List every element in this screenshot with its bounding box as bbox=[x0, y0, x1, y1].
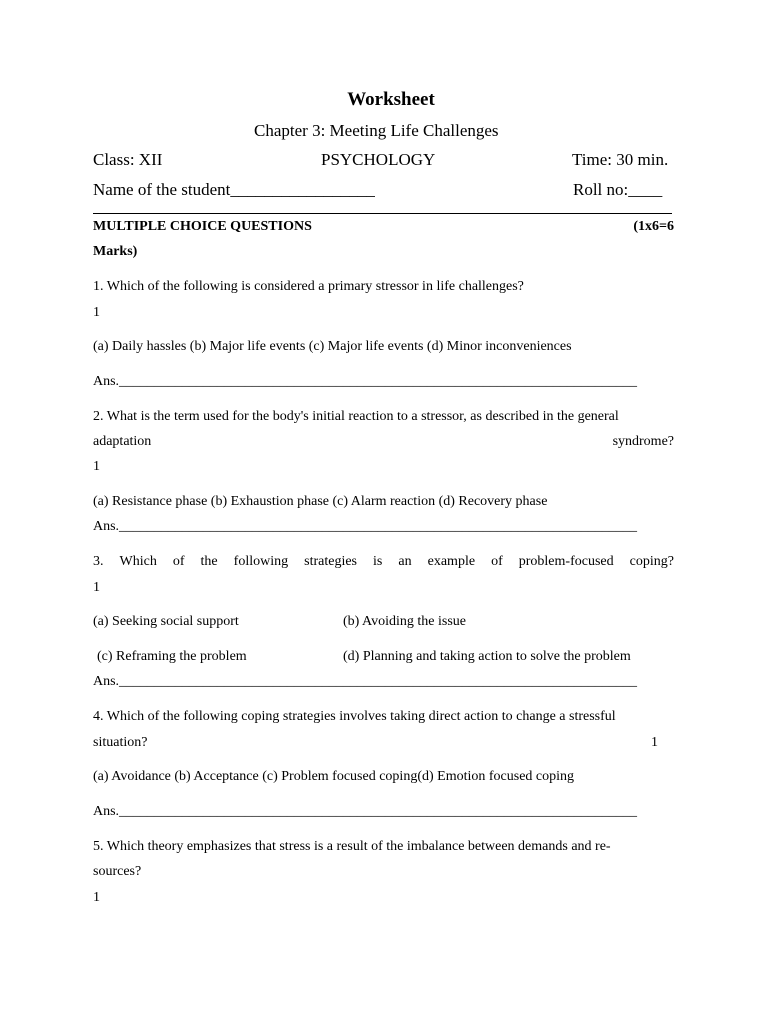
question-4-text-line1: 4. Which of the following coping strategies involves taking direct action to change a stressful bbox=[93, 709, 616, 724]
question-5-text-line2: sources? bbox=[93, 864, 142, 879]
question-3-word: of bbox=[491, 554, 503, 569]
question-2-mark: 1 bbox=[93, 459, 100, 474]
question-3-word: example bbox=[427, 554, 476, 569]
question-1-mark: 1 bbox=[93, 305, 100, 320]
subject-label: PSYCHOLOGY bbox=[321, 150, 436, 169]
question-3-word: the bbox=[200, 554, 218, 569]
question-3-option-a: (a) Seeking social support bbox=[93, 614, 239, 629]
question-3-word: Which bbox=[119, 554, 157, 569]
question-1-answer-line[interactable]: Ans.__________________________________________________________________________ bbox=[93, 374, 638, 389]
question-2-text-line1: 2. What is the term used for the body's initial reaction to a stressor, as described in the general bbox=[93, 409, 619, 424]
chapter-title: Chapter 3: Meeting Life Challenges bbox=[254, 121, 499, 140]
question-2-answer-line[interactable]: Ans.__________________________________________________________________________ bbox=[93, 519, 638, 534]
question-3-word: coping? bbox=[629, 554, 674, 569]
roll-number-field: Roll no:____ bbox=[573, 180, 663, 199]
question-3-word: is bbox=[373, 554, 383, 569]
worksheet-title-text: Worksheet bbox=[347, 89, 435, 110]
question-4-text-line2: situation? bbox=[93, 735, 148, 750]
question-3-option-b: (b) Avoiding the issue bbox=[343, 614, 467, 629]
student-name-field: Name of the student_________________ bbox=[93, 180, 375, 199]
question-3-word: an bbox=[398, 554, 412, 569]
question-3-option-c: (c) Reframing the problem bbox=[97, 649, 247, 664]
question-2-text-line2b: syndrome? bbox=[612, 434, 674, 449]
section-marks-part2: Marks) bbox=[93, 244, 138, 259]
question-4-mark: 1 bbox=[651, 735, 658, 750]
question-3-text bbox=[93, 554, 674, 570]
question-3-word: following bbox=[233, 554, 289, 569]
question-4-answer-line[interactable]: Ans.__________________________________________________________________________ bbox=[93, 804, 638, 819]
question-3-answer-line[interactable]: Ans.__________________________________________________________________________ bbox=[93, 674, 638, 689]
question-4-options: (a) Avoidance (b) Acceptance (c) Problem focused coping(d) Emotion focused coping bbox=[93, 769, 575, 784]
question-1-text: 1. Which of the following is considered a primary stressor in life challenges? bbox=[93, 279, 524, 294]
section-title: MULTIPLE CHOICE QUESTIONS bbox=[93, 219, 312, 234]
class-label: Class: XII bbox=[93, 150, 163, 169]
question-2-options: (a) Resistance phase (b) Exhaustion phase (c) Alarm reaction (d) Recovery phase bbox=[93, 494, 548, 509]
question-5-text-line1: 5. Which theory emphasizes that stress is a result of the imbalance between demands and re- bbox=[93, 839, 611, 854]
time-label: Time: 30 min. bbox=[572, 150, 669, 169]
question-3-word: problem-focused bbox=[518, 554, 614, 569]
question-1-options: (a) Daily hassles (b) Major life events (c) Major life events (d) Minor inconveniences bbox=[93, 339, 572, 354]
question-3-word: 3. bbox=[93, 554, 104, 569]
question-2-text-line2a: adaptation bbox=[93, 434, 152, 449]
worksheet-title bbox=[0, 89, 768, 111]
question-3-option-d: (d) Planning and taking action to solve the problem bbox=[343, 649, 631, 664]
header-divider bbox=[93, 213, 672, 214]
section-marks-part1: (1x6=6 bbox=[633, 219, 674, 234]
question-3-mark: 1 bbox=[93, 580, 100, 595]
question-3-word: strategies bbox=[304, 554, 358, 569]
question-3-word: of bbox=[172, 554, 185, 569]
question-5-mark: 1 bbox=[93, 890, 100, 905]
